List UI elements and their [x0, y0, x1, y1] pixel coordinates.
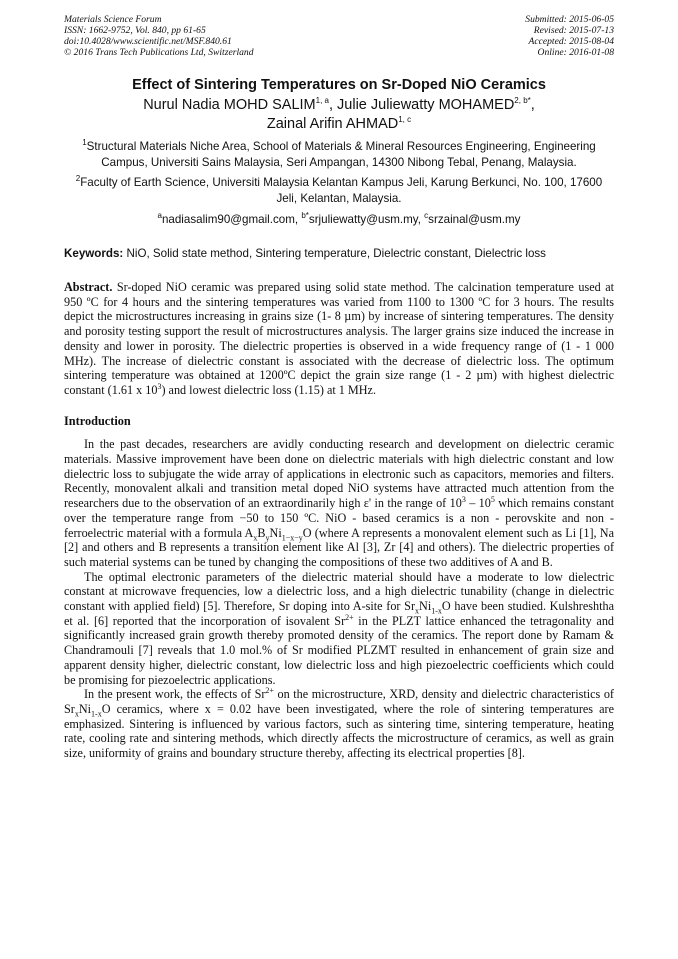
journal-issn: ISSN: 1662-9752, Vol. 840, pp 61-65: [64, 25, 206, 36]
para-text: – 10: [465, 496, 491, 511]
author-list: Nurul Nadia MOHD SALIM$^{1, a}$, Julie Juliewatty $MOHAMED^{2, b*}$, Zainal Arifin AHMAD$^{1, c}$: [143, 96, 535, 132]
exponent: 3: [461, 495, 466, 505]
author-name: Zainal Arifin AHMAD: [266, 116, 399, 132]
para-text: which remains constant over the temperature range from −50 to 150 ºC. NiO - based ceramics is a non - perovskite and non - ferroelectric material with a formula A: [64, 496, 614, 540]
abstract-text: Sr-doped NiO ceramic was prepared using solid state method. The calcination temperature used at 950 ºC for 4 hours and the sintering temperatures was varied from 1100 to 1300 ºC for 3 hours. The results depict the microstructures increasing in grains size (1- 8 µm) by increase of sintering temperatures. The density and porosity testing support the result of microstructures analysis. The larger grains size induced the increase in density and lower in porosity. The dielectric properties is observed in a wide frequency range of (1 - 1 000 MHz). The increase of dielectric constant is associated with the decrease of dielectric loss. The optimum sintering temperature was obtained at 1200ºC depict the grain size range (1 - 2 µm) with highest dielectric constant (1.61 x 10: [64, 280, 614, 397]
journal-info: [64, 14, 254, 58]
affiliation-number: 1: [82, 138, 87, 148]
abstract-label: Abstract.: [64, 280, 113, 294]
dates-info: [525, 14, 614, 58]
para-text: O ceramics, where x = 0.02 have been investigated, where the role of sintering temperatures are emphasized. Sintering is influenced by various factors, such as sintering time, sintering temperature, heating rate, cooling rate and sintering methods, which directly affects the microstructure of ceramics, as well as grain size, uniformity of grains and boundary structure thereby, affecting its electrical properties [8].: [64, 701, 614, 761]
date-revised: Revised: 2015-07-13: [533, 25, 614, 36]
author-name: Nurul Nadia MOHD SALIM: [143, 97, 316, 113]
para-text: in the PLZT lattice enhanced the tetragonality and significantly increased grain growth thereby promoted density of the ceramics. The report done by Ramam & Chandramouli [7] reveals that 1.0 mol.% of Sr modified PLZMT resulted in enhancement of grain size and apparent density higher, dielectric constant, low dielectric loss and high piezoelectric coefficients which could be promising for piezoelectric applications.: [64, 613, 615, 687]
author-affil-mark: 1, a: [315, 96, 329, 106]
email-link[interactable]: srzainal@usm.my: [428, 213, 521, 226]
abstract-exponent: 3: [157, 381, 162, 391]
email-list: [64, 212, 614, 227]
date-accepted: Accepted: 2015-08-04: [528, 36, 614, 47]
superscript: 2+: [265, 686, 274, 696]
date-online: Online: 2016-01-08: [537, 47, 614, 58]
subscript: x: [74, 709, 79, 719]
abstract-text: ) and lowest dielectric loss (1.15) at 1 MHz.: [161, 382, 377, 397]
email-mark: c: [424, 211, 429, 221]
intro-paragraph-2: [64, 570, 614, 688]
superscript: 2+: [345, 612, 354, 622]
email-mark: b*: [301, 211, 309, 221]
author-affil-mark: 2, b*: [514, 96, 531, 106]
abstract: [64, 280, 614, 398]
subscript: 1−x−y: [281, 532, 303, 542]
para-text: Ni: [269, 525, 282, 540]
author-affil-mark: 1, c: [398, 115, 412, 125]
email-link[interactable]: srjuliewatty@usm.my,: [308, 213, 425, 226]
para-text: on the microstructure, XRD, density and dielectric characteristics of Sr: [64, 687, 614, 716]
affiliation-number: 2: [75, 174, 81, 184]
journal-name: Materials Science Forum: [64, 14, 162, 25]
subscript: x: [253, 532, 258, 542]
para-text: B: [257, 525, 266, 540]
email-link[interactable]: nadiasalim90@gmail.com,: [161, 213, 302, 226]
para-text: Ni: [78, 701, 92, 716]
affiliation-text: Faculty of Earth Science, Universiti Malaysia Kelantan Kampus Jeli, Karung Berkunci, No. 100, 17600 Jeli, Kelantan, Malaysia.: [80, 176, 603, 205]
subscript: 1-x: [91, 709, 102, 719]
affiliation-text: Structural Materials Niche Area, School of Materials & Mineral Resources Engineering, Engineering Campus, Universiti Sains Malaysia, Seri Ampangan, 14300 Nibong Tebal, Penang, Malaysia.: [86, 140, 596, 169]
para-text: O (where A represents a monovalent element such as Li [1], Na [2] and others and B represents a transition element like Al [3], Zr [4] and others). The dielectric properties of such material systems can be tuned by changing the compositions of these two additives of A and B.: [64, 525, 615, 569]
intro-paragraph-3: [64, 687, 614, 761]
keywords-label: Keywords:: [64, 247, 124, 260]
paper-title: Effect of Sintering Temperatures on Sr-Doped NiO Ceramics: [132, 77, 546, 93]
paper-page: [64, 14, 614, 761]
subscript: 1-x: [431, 606, 442, 616]
para-text: The optimal electronic parameters of the dielectric material should have a moderate to low dielectric constant at microwave frequencies, low a dielectric loss, and a high dielectric tunability (change in dielectric constant with applied field) [5]. Therefore, Sr doping into A-site for Sr: [64, 569, 614, 614]
keywords: [64, 246, 614, 261]
para-text: Ni: [419, 599, 432, 614]
date-submitted: Submitted: 2015-06-05: [525, 14, 614, 25]
exponent: 5: [490, 495, 495, 505]
para-text: In the past decades, researchers are avidly conducting research and development on dielectric ceramic materials. Massive improvement have been done on dielectric materials with high dielectric constant and low dielectric loss to subjugate the wide array of applications in electronic such as capacitors, memories and filters. Recently, monovalent alkali and transition metal doped NiO systems have attracted much attention from the researchers due to the observation of an extraordinarily high ε' in the range of 10: [64, 437, 614, 511]
section-heading-introduction: Introduction: [64, 413, 131, 428]
para-text: O have been studied. Kulshreshtha et al. [6] reported that the incorporation of isovalent Sr: [64, 599, 614, 628]
journal-header: [64, 14, 614, 58]
subscript: x: [415, 606, 420, 616]
intro-paragraph-1: [64, 437, 614, 569]
author-name: Julie Juliewatty MOHAMED: [337, 97, 515, 113]
email-mark: a: [157, 211, 162, 221]
affiliation: [64, 175, 614, 206]
subscript: y: [265, 532, 270, 542]
keywords-text: NiO, Solid state method, Sintering temperature, Dielectric constant, Dielectric loss: [123, 247, 546, 260]
affiliation: [64, 139, 614, 170]
para-text: In the present work, the effects of Sr: [84, 687, 266, 702]
journal-copyright: © 2016 Trans Tech Publications Ltd, Switzerland: [64, 47, 254, 58]
journal-doi: doi:10.4028/www.scientific.net/MSF.840.61: [64, 36, 232, 47]
